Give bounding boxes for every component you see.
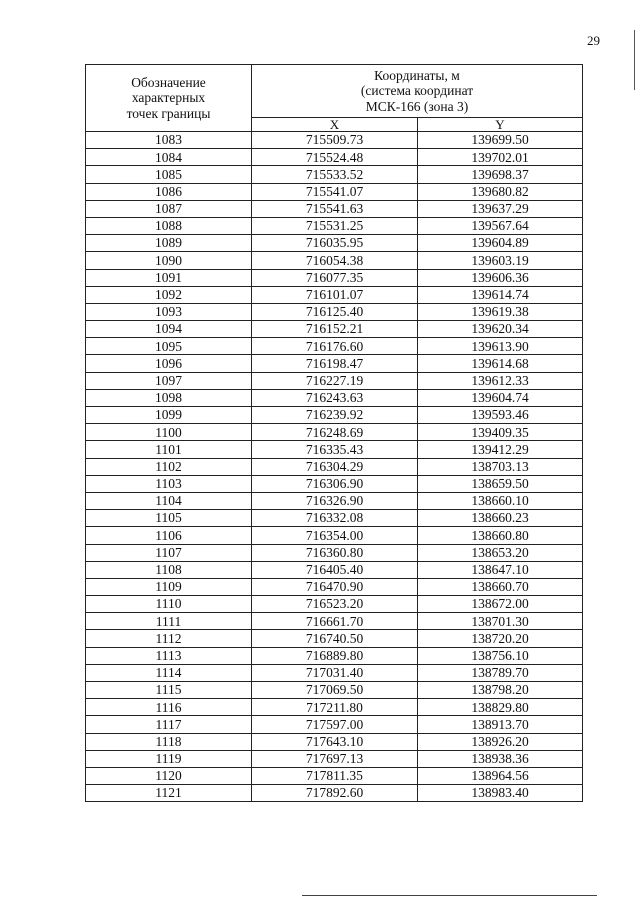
x-coordinate-cell: 717811.35 [252, 767, 418, 784]
boundary-coordinates-table [85, 64, 583, 802]
table-body [86, 132, 583, 802]
table-row [86, 785, 583, 802]
point-number-cell: 1101 [86, 441, 252, 458]
point-number-cell: 1109 [86, 578, 252, 595]
table-row [86, 596, 583, 613]
x-coordinate-cell: 715533.52 [252, 166, 418, 183]
table-row [86, 303, 583, 320]
table-row [86, 389, 583, 406]
x-coordinate-cell: 716335.43 [252, 441, 418, 458]
x-coordinate-cell: 717892.60 [252, 785, 418, 802]
y-coordinate-cell: 139604.89 [418, 235, 583, 252]
point-number-cell: 1095 [86, 338, 252, 355]
x-coordinate-cell: 716125.40 [252, 303, 418, 320]
x-coordinate-cell: 716740.50 [252, 630, 418, 647]
coordinates-header-line-1: Координаты, м [374, 67, 460, 83]
x-coordinate-cell: 716101.07 [252, 286, 418, 303]
table-row [86, 699, 583, 716]
point-number-cell: 1103 [86, 475, 252, 492]
coordinates-header [252, 65, 583, 118]
table-row [86, 321, 583, 338]
point-number-cell: 1100 [86, 424, 252, 441]
y-coordinate-cell: 138756.10 [418, 647, 583, 664]
y-coordinate-cell: 139612.33 [418, 372, 583, 389]
table-row [86, 682, 583, 699]
y-coordinate-cell: 138789.70 [418, 664, 583, 681]
point-designation-header [86, 65, 252, 132]
point-number-cell: 1091 [86, 269, 252, 286]
x-coordinate-cell: 716306.90 [252, 475, 418, 492]
y-coordinate-cell: 138926.20 [418, 733, 583, 750]
table-row [86, 647, 583, 664]
x-coordinate-cell: 716326.90 [252, 492, 418, 509]
x-coordinate-cell: 716889.80 [252, 647, 418, 664]
y-coordinate-cell: 139409.35 [418, 424, 583, 441]
table-row [86, 750, 583, 767]
y-coordinate-cell: 138703.13 [418, 458, 583, 475]
point-number-cell: 1116 [86, 699, 252, 716]
point-number-cell: 1097 [86, 372, 252, 389]
x-coordinate-cell: 716198.47 [252, 355, 418, 372]
y-coordinate-cell: 138660.10 [418, 492, 583, 509]
y-coordinate-cell: 138660.80 [418, 527, 583, 544]
table-row [86, 407, 583, 424]
y-coordinate-cell: 138913.70 [418, 716, 583, 733]
point-number-cell: 1117 [86, 716, 252, 733]
table-row [86, 733, 583, 750]
x-coordinate-cell: 716332.08 [252, 510, 418, 527]
y-coordinate-cell: 138701.30 [418, 613, 583, 630]
point-number-cell: 1105 [86, 510, 252, 527]
y-coordinate-cell: 139680.82 [418, 183, 583, 200]
y-coordinate-cell: 139606.36 [418, 269, 583, 286]
table-row [86, 149, 583, 166]
y-coordinate-cell: 138659.50 [418, 475, 583, 492]
table-row [86, 252, 583, 269]
point-number-cell: 1110 [86, 596, 252, 613]
x-column-header: X [252, 118, 418, 132]
table-row [86, 630, 583, 647]
point-number-cell: 1107 [86, 544, 252, 561]
y-coordinate-cell: 139619.38 [418, 303, 583, 320]
table-row [86, 475, 583, 492]
x-coordinate-cell: 717211.80 [252, 699, 418, 716]
y-coordinate-cell: 138964.56 [418, 767, 583, 784]
point-number-cell: 1111 [86, 613, 252, 630]
y-coordinate-cell: 138983.40 [418, 785, 583, 802]
table-row [86, 492, 583, 509]
table-row [86, 132, 583, 149]
x-coordinate-cell: 716243.63 [252, 389, 418, 406]
x-coordinate-cell: 715531.25 [252, 217, 418, 234]
x-coordinate-cell: 717643.10 [252, 733, 418, 750]
table-row [86, 424, 583, 441]
y-coordinate-cell: 138660.23 [418, 510, 583, 527]
x-coordinate-cell: 716077.35 [252, 269, 418, 286]
table-row [86, 664, 583, 681]
table-row [86, 269, 583, 286]
x-coordinate-cell: 716354.00 [252, 527, 418, 544]
point-number-cell: 1085 [86, 166, 252, 183]
y-coordinate-cell: 138672.00 [418, 596, 583, 613]
table-row [86, 372, 583, 389]
x-coordinate-cell: 716176.60 [252, 338, 418, 355]
point-number-cell: 1121 [86, 785, 252, 802]
y-coordinate-cell: 139593.46 [418, 407, 583, 424]
x-coordinate-cell: 716470.90 [252, 578, 418, 595]
y-coordinate-cell: 138798.20 [418, 682, 583, 699]
point-number-cell: 1089 [86, 235, 252, 252]
x-coordinate-cell: 716248.69 [252, 424, 418, 441]
y-coordinate-cell: 139603.19 [418, 252, 583, 269]
y-coordinate-cell: 138720.20 [418, 630, 583, 647]
table-row [86, 183, 583, 200]
bottom-rule [302, 895, 597, 896]
page-edge-mark [634, 30, 635, 90]
x-coordinate-cell: 717597.00 [252, 716, 418, 733]
x-coordinate-cell: 717697.13 [252, 750, 418, 767]
x-coordinate-cell: 716239.92 [252, 407, 418, 424]
table-row [86, 166, 583, 183]
table-row [86, 767, 583, 784]
x-coordinate-cell: 715541.63 [252, 200, 418, 217]
point-number-cell: 1099 [86, 407, 252, 424]
y-coordinate-cell: 139613.90 [418, 338, 583, 355]
x-coordinate-cell: 715509.73 [252, 132, 418, 149]
table-row [86, 613, 583, 630]
point-number-cell: 1083 [86, 132, 252, 149]
y-coordinate-cell: 139412.29 [418, 441, 583, 458]
table-row [86, 527, 583, 544]
point-number-cell: 1114 [86, 664, 252, 681]
table-row [86, 338, 583, 355]
y-coordinate-cell: 139620.34 [418, 321, 583, 338]
point-number-cell: 1084 [86, 149, 252, 166]
table-row [86, 458, 583, 475]
y-coordinate-cell: 138938.36 [418, 750, 583, 767]
table-row [86, 200, 583, 217]
y-coordinate-cell: 139698.37 [418, 166, 583, 183]
y-coordinate-cell: 139567.64 [418, 217, 583, 234]
table-row [86, 441, 583, 458]
table-row [86, 561, 583, 578]
point-number-cell: 1087 [86, 200, 252, 217]
point-number-cell: 1113 [86, 647, 252, 664]
x-coordinate-cell: 715524.48 [252, 149, 418, 166]
y-coordinate-cell: 138653.20 [418, 544, 583, 561]
y-coordinate-cell: 138647.10 [418, 561, 583, 578]
table-row [86, 578, 583, 595]
page-number: 29 [587, 33, 600, 48]
point-number-cell: 1102 [86, 458, 252, 475]
point-number-cell: 1098 [86, 389, 252, 406]
y-coordinate-cell: 139699.50 [418, 132, 583, 149]
point-header-line-2: характерных [131, 90, 206, 106]
x-coordinate-cell: 716304.29 [252, 458, 418, 475]
x-coordinate-cell: 717069.50 [252, 682, 418, 699]
y-column-header: Y [418, 118, 583, 132]
point-number-cell: 1118 [86, 733, 252, 750]
point-number-cell: 1092 [86, 286, 252, 303]
y-coordinate-cell: 139614.68 [418, 355, 583, 372]
x-coordinate-cell: 716054.38 [252, 252, 418, 269]
y-coordinate-cell: 139637.29 [418, 200, 583, 217]
point-number-cell: 1104 [86, 492, 252, 509]
point-number-cell: 1108 [86, 561, 252, 578]
x-coordinate-cell: 716661.70 [252, 613, 418, 630]
table-row [86, 544, 583, 561]
table-row [86, 235, 583, 252]
point-number-cell: 1106 [86, 527, 252, 544]
table-row [86, 716, 583, 733]
point-number-cell: 1112 [86, 630, 252, 647]
x-coordinate-cell: 716152.21 [252, 321, 418, 338]
x-coordinate-cell: 716523.20 [252, 596, 418, 613]
y-coordinate-cell: 138660.70 [418, 578, 583, 595]
point-header-line-3: точек границы [126, 105, 211, 121]
point-number-cell: 1115 [86, 682, 252, 699]
point-number-cell: 1096 [86, 355, 252, 372]
point-number-cell: 1090 [86, 252, 252, 269]
point-number-cell: 1093 [86, 303, 252, 320]
coordinates-header-line-2: (система координат [360, 83, 474, 99]
table-row [86, 510, 583, 527]
point-number-cell: 1088 [86, 217, 252, 234]
point-number-cell: 1086 [86, 183, 252, 200]
table-row [86, 286, 583, 303]
x-coordinate-cell: 717031.40 [252, 664, 418, 681]
y-coordinate-cell: 138829.80 [418, 699, 583, 716]
point-number-cell: 1119 [86, 750, 252, 767]
x-coordinate-cell: 716035.95 [252, 235, 418, 252]
table-row [86, 355, 583, 372]
y-coordinate-cell: 139604.74 [418, 389, 583, 406]
y-coordinate-cell: 139702.01 [418, 149, 583, 166]
point-number-cell: 1120 [86, 767, 252, 784]
table-row [86, 217, 583, 234]
point-header-line-1: Обозначение [131, 74, 206, 90]
x-coordinate-cell: 716405.40 [252, 561, 418, 578]
coordinates-header-line-3: МСК-166 (зона 3) [365, 98, 469, 114]
y-coordinate-cell: 139614.74 [418, 286, 583, 303]
x-coordinate-cell: 715541.07 [252, 183, 418, 200]
point-number-cell: 1094 [86, 321, 252, 338]
x-coordinate-cell: 716360.80 [252, 544, 418, 561]
x-coordinate-cell: 716227.19 [252, 372, 418, 389]
